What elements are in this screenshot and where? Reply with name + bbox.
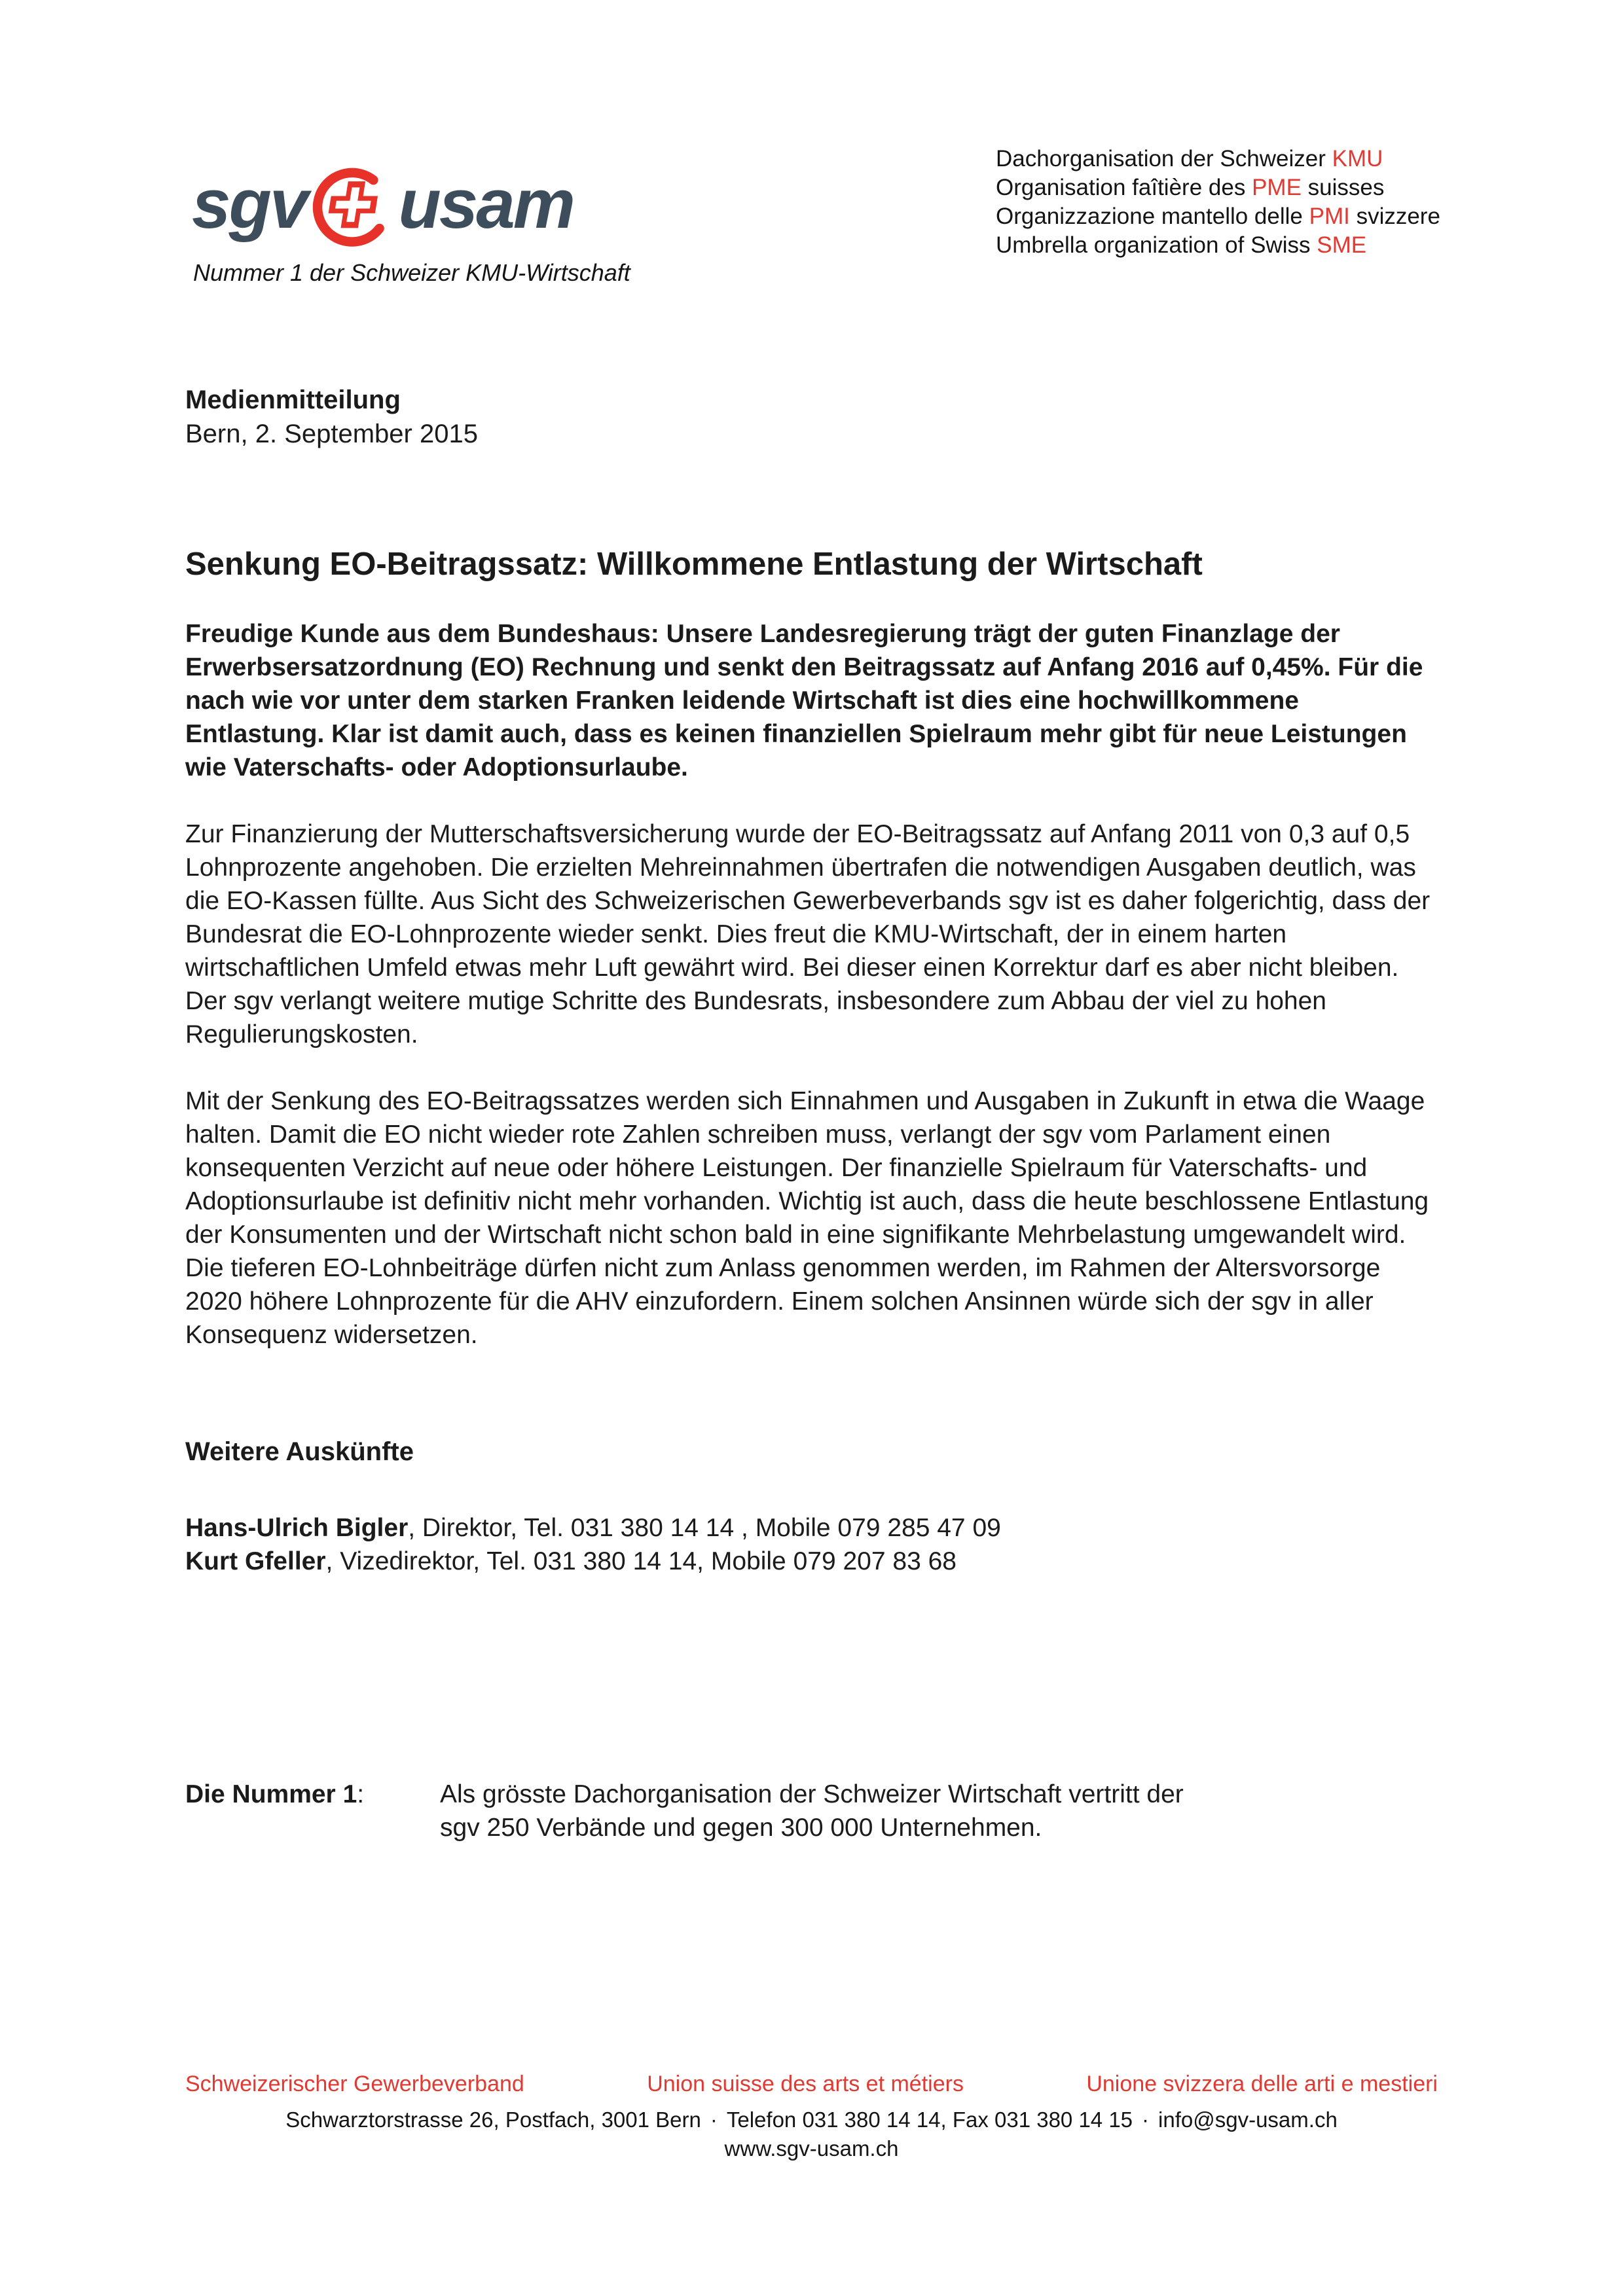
organization-descriptions <box>996 145 1440 260</box>
contact-details: , Vizedirektor, Tel. 031 380 14 14, Mobile 079 207 83 68 <box>325 1547 957 1575</box>
contact-name: Hans-Ulrich Bigler <box>185 1514 409 1542</box>
org-abbrev-sme: SME <box>1317 232 1367 258</box>
org-abbrev-kmu: KMU <box>1332 146 1383 171</box>
footer-org-fr: Union suisse des arts et métiers <box>647 2072 964 2096</box>
contact-line <box>185 1545 1440 1578</box>
logo-usam-text: usam <box>398 164 574 243</box>
footer-org-it: Unione svizzera delle arti e mestieri <box>1086 2072 1438 2096</box>
contacts-section <box>185 1437 1440 1578</box>
footer-website: www.sgv-usam.ch <box>724 2136 899 2161</box>
org-line-en: Umbrella organization of Swiss SME <box>996 232 1367 258</box>
nummer1-label: Die Nummer 1: <box>185 1780 365 1808</box>
contacts-heading: Weitere Auskünfte <box>185 1437 414 1466</box>
org-abbrev-pme: PME <box>1252 175 1302 200</box>
footer-street-address: Schwarztorstrasse 26, Postfach, 3001 Bern <box>285 2108 701 2132</box>
logo-tagline: Nummer 1 der Schweizer KMU-Wirtschaft <box>193 259 630 286</box>
logo-sgv-text: sgv <box>192 164 307 243</box>
footer-phone-fax: Telefon 031 380 14 14, Fax 031 380 14 15 <box>726 2108 1133 2132</box>
swiss-cross-ring-icon <box>309 162 395 254</box>
contact-line <box>185 1511 1440 1545</box>
org-line-it: Organizzazione mantello delle PMI svizzere <box>996 204 1440 229</box>
separator-dot: · <box>710 2108 718 2132</box>
contact-name: Kurt Gfeller <box>185 1547 326 1575</box>
nummer1-section <box>185 1778 1440 1844</box>
org-line-de: Dachorganisation der Schweizer KMU <box>996 146 1383 171</box>
doc-type-label: Medienmitteilung <box>185 386 401 414</box>
body-paragraph-1: Zur Finanzierung der Mutterschaftsversicherung wurde der EO-Beitragssatz auf Anfang 2011 von 0,3 auf 0,5 Lohnprozente angehoben. Die erzielten Mehreinnahmen übertrafen die notwendigen Ausgaben deutlich, was die EO-Kassen füllte. Aus Sicht des Schweizerischen Gewerbeverbands sgv ist es daher folgerichtig, dass der Bundesrat die EO-Lohnprozente wieder senkt. Dies freut die KMU-Wirtschaft, der in einem harten wirtschaftlichen Umfeld etwas mehr Luft gewährt wird. Bei dieser einen Korrektur darf es aber nicht bleiben. Der sgv verlangt weitere mutige Schritte des Bundesrats, insbesondere zum Abbau der viel zu hohen Regulierungskosten. <box>185 820 1431 1049</box>
body-paragraph-2: Mit der Senkung des EO-Beitragssatzes werden sich Einnahmen und Ausgaben in Zukunft in etwa die Waage halten. Damit die EO nicht wieder rote Zahlen schreiben muss, verlangt der sgv vom Parlament einen konsequenten Verzicht auf neue oder höhere Leistungen. Der finanzielle Spielraum für Vaterschafts- und Adoptionsurlaube ist definitiv nicht mehr vorhanden. Wichtig ist auch, dass die heute beschlossene Entlastung der Konsumenten und der Wirtschaft nicht schon bald in eine signifikante Mehrbelastung umgewandelt wird. Die tieferen EO-Lohnbeiträge dürfen nicht zum Anlass genommen werden, im Rahmen der Altersvorsorge 2020 höhere Lohnprozente für die AHV einzufordern. Einem solchen Ansinnen würde sich der sgv in aller Konsequenz widersetzen. <box>185 1087 1429 1349</box>
article <box>185 545 1440 1385</box>
dateline: Bern, 2. September 2015 <box>185 420 478 448</box>
footer-org-de: Schweizerischer Gewerbeverband <box>185 2072 524 2096</box>
nummer1-text: Als grösste Dachorganisation der Schweizer Wirtschaft vertritt der sgv 250 Verbände und gegen 300 000 Unternehmen. <box>440 1780 1184 1842</box>
footer-email: info@sgv-usam.ch <box>1158 2108 1338 2132</box>
document-meta <box>185 383 478 451</box>
lead-paragraph: Freudige Kunde aus dem Bundeshaus: Unsere Landesregierung trägt der guten Finanzlage der Erwerbsersatzordnung (EO) Rechnung und senkt den Beitragssatz auf Anfang 2016 auf 0,45%. Für die nach wie vor unter dem starken Franken leidende Wirtschaft ist dies eine hochwillkommene Entlastung. Klar ist damit auch, dass es keinen finanziellen Spielraum mehr gibt für neue Leistungen wie Vaterschafts- oder Adoptionsurlaube. <box>185 620 1423 781</box>
footer-address-line <box>185 2108 1438 2132</box>
separator-dot: · <box>1142 2108 1150 2132</box>
contact-details: , Direktor, Tel. 031 380 14 14 , Mobile 079 285 47 09 <box>408 1514 1001 1542</box>
org-abbrev-pmi: PMI <box>1309 204 1350 229</box>
org-line-fr: Organisation faîtière des PME suisses <box>996 175 1385 200</box>
footer-org-names <box>185 2072 1438 2097</box>
page-title: Senkung EO-Beitragssatz: Willkommene Entlastung der Wirtschaft <box>185 547 1203 582</box>
logo <box>192 159 574 257</box>
